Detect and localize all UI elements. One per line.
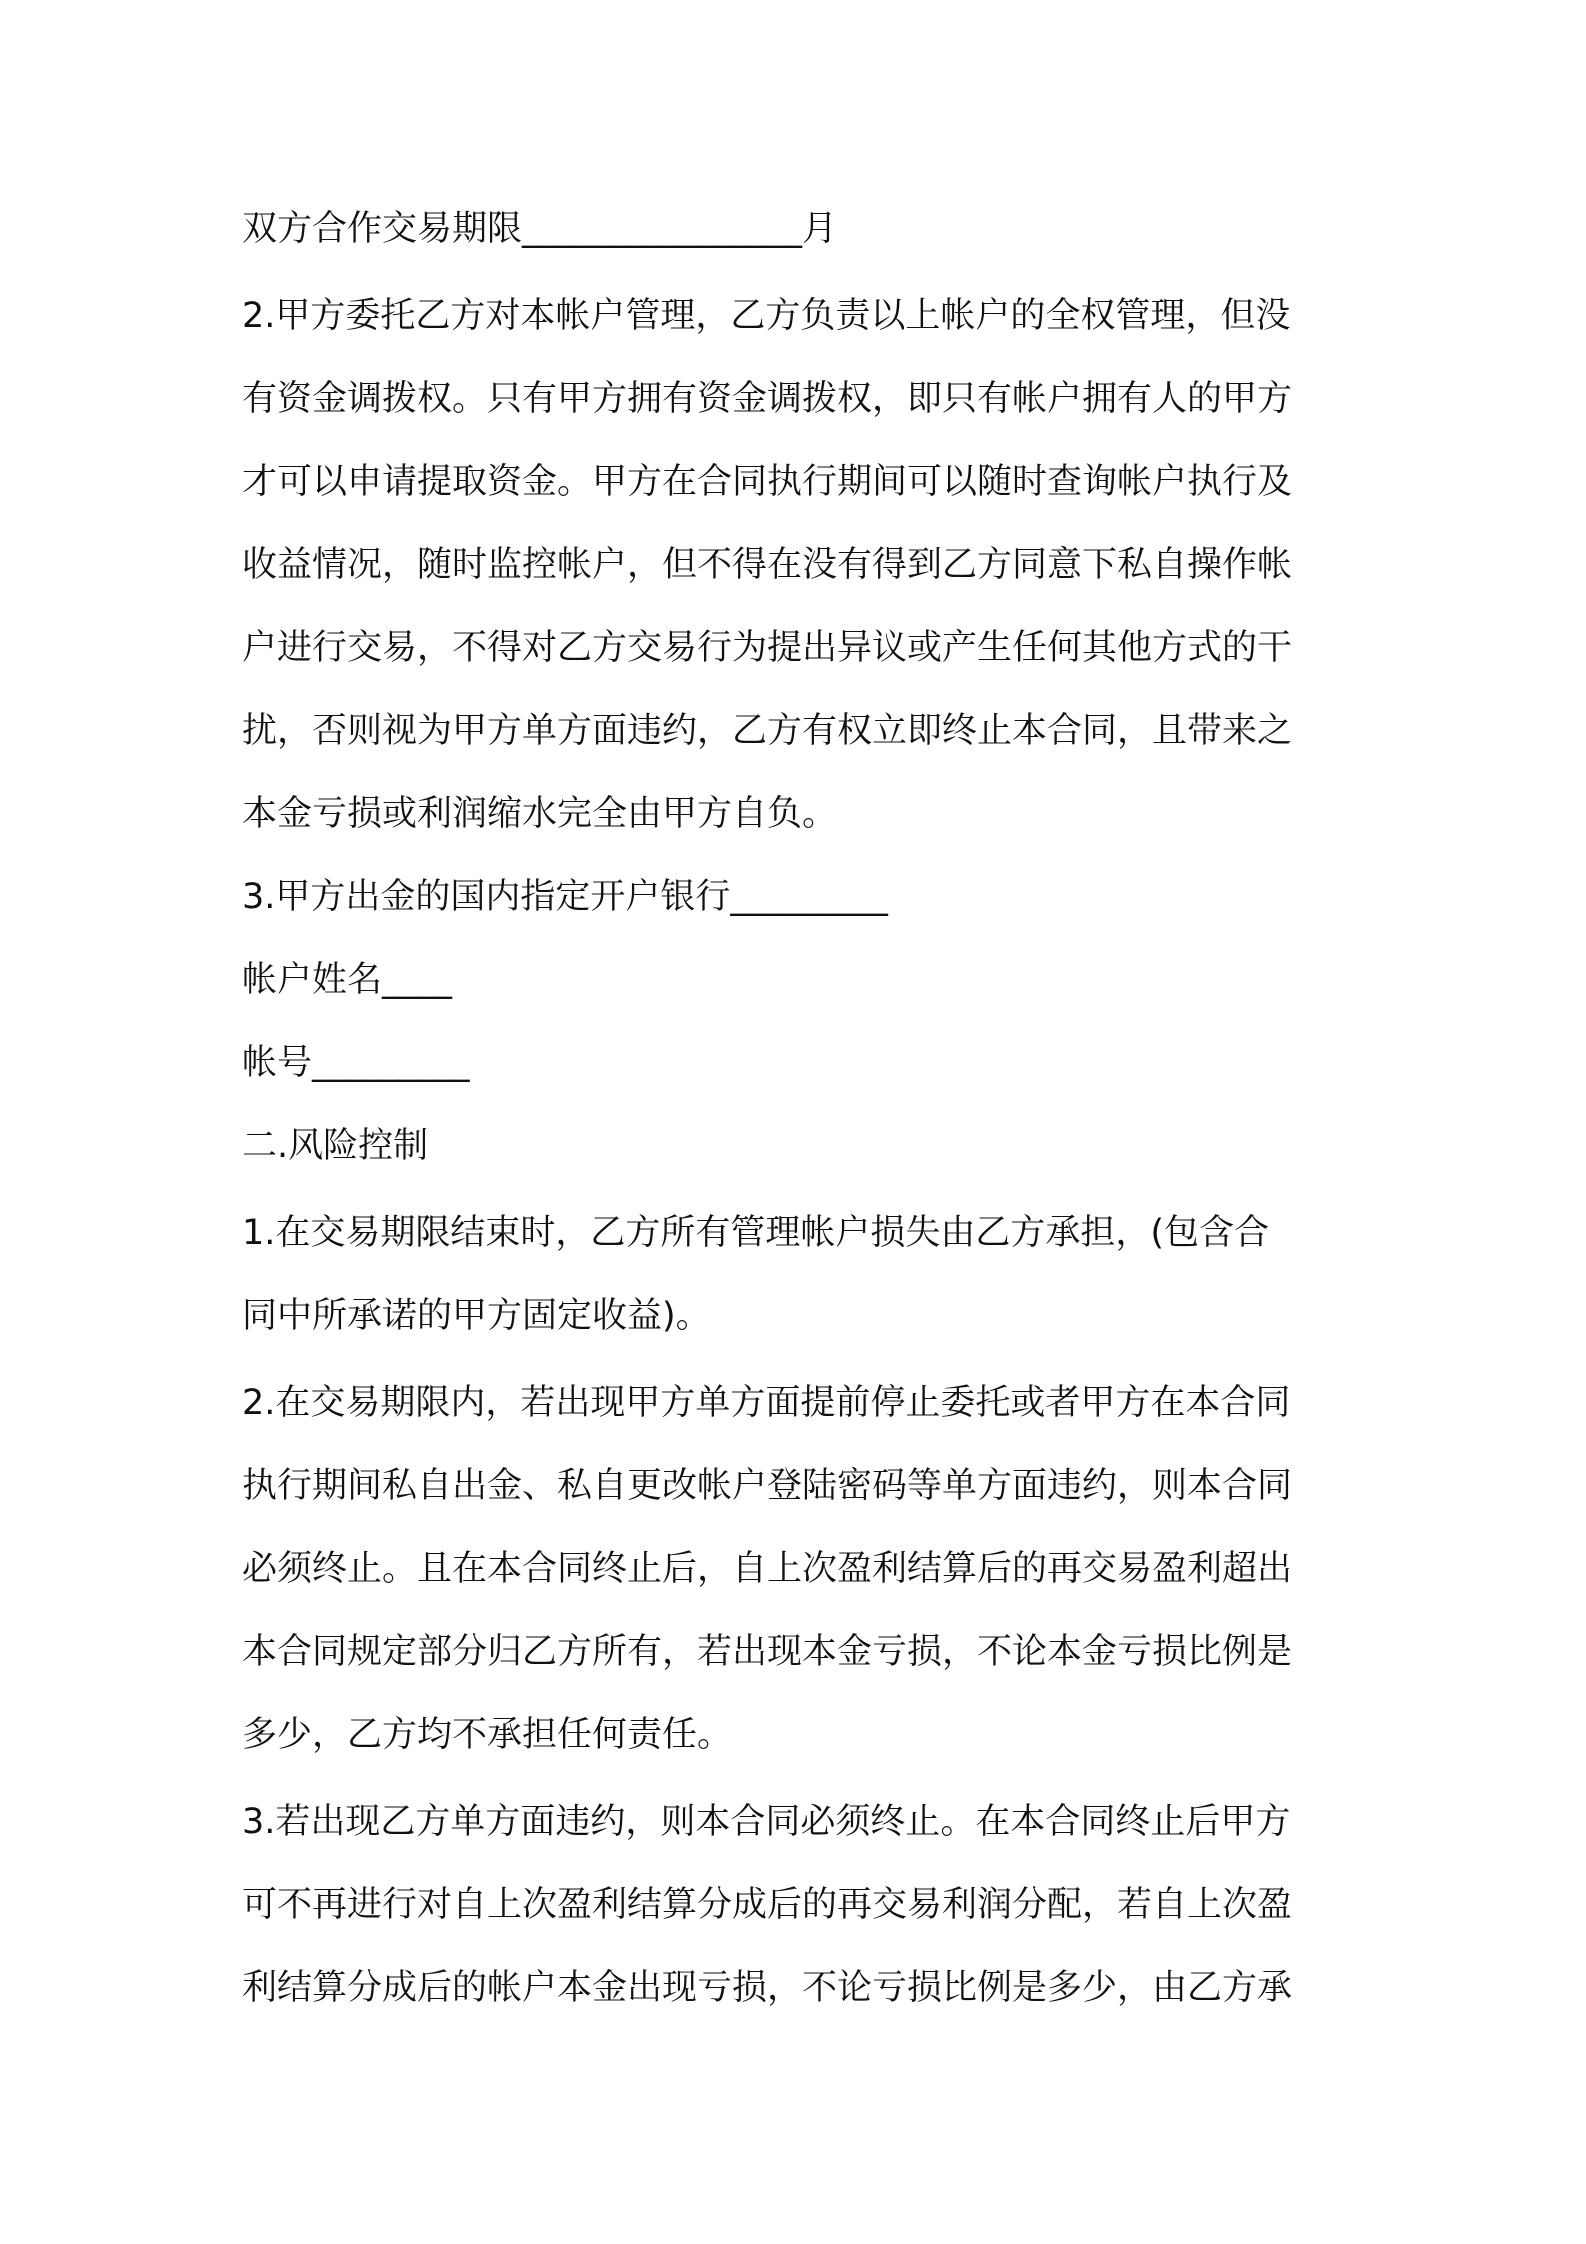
text-line-risk-2-5: 多少，乙方均不承担任何责任。 [242,1715,733,1755]
text-line-risk-2-1: 2.在交易期限内，若出现甲方单方面提前停止委托或者甲方在本合同 [242,1383,1291,1423]
text-line-risk-2-3: 必须终止。且在本合同终止后，自上次盈利结算后的再交易盈利超出 [242,1549,1293,1589]
text-line-risk-1-1: 1.在交易期限结束时，乙方所有管理帐户损失由乙方承担，(包含合 [242,1213,1270,1253]
document-body [242,188,1362,2030]
text-line-account-name: 帐户姓名____ [242,960,453,1000]
text-line-clause-2-2: 有资金调拨权。只有甲方拥有资金调拨权，即只有帐户拥有人的甲方 [242,379,1293,419]
text-line-clause-2-4: 收益情况，随时监控帐户，但不得在没有得到乙方同意下私自操作帐 [242,545,1293,585]
text-line-risk-1-2: 同中所承诺的甲方固定收益)。 [242,1296,711,1336]
text-line-clause-2-1: 2.甲方委托乙方对本帐户管理，乙方负责以上帐户的全权管理，但没 [242,296,1291,336]
text-line-risk-3-1: 3.若出现乙方单方面违约，则本合同必须终止。在本合同终止后甲方 [242,1802,1291,1842]
text-line-risk-2-4: 本合同规定部分归乙方所有，若出现本金亏损，不论本金亏损比例是 [242,1632,1293,1672]
text-line-account-number: 帐号_________ [242,1043,470,1083]
text-line-risk-3-3: 利结算分成后的帐户本金出现亏损，不论亏损比例是多少，由乙方承 [242,1968,1293,2008]
text-line-clause-2-6: 扰，否则视为甲方单方面违约，乙方有权立即终止本合同，且带来之 [242,711,1293,751]
text-line-clause-3-bank: 3.甲方出金的国内指定开户银行_________ [242,877,888,917]
text-line-trading-period: 双方合作交易期限________________月 [242,209,838,249]
text-line-clause-2-5: 户进行交易，不得对乙方交易行为提出异议或产生任何其他方式的干 [242,628,1293,668]
text-line-risk-2-2: 执行期间私自出金、私自更改帐户登陆密码等单方面违约，则本合同 [242,1466,1293,1506]
text-line-clause-2-7: 本金亏损或利润缩水完全由甲方自负。 [242,794,838,834]
text-line-risk-3-2: 可不再进行对自上次盈利结算分成后的再交易利润分配，若自上次盈 [242,1885,1293,1925]
text-line-clause-2-3: 才可以申请提取资金。甲方在合同执行期间可以随时查询帐户执行及 [242,462,1293,502]
section-heading-risk-control: 二.风险控制 [242,1126,429,1166]
